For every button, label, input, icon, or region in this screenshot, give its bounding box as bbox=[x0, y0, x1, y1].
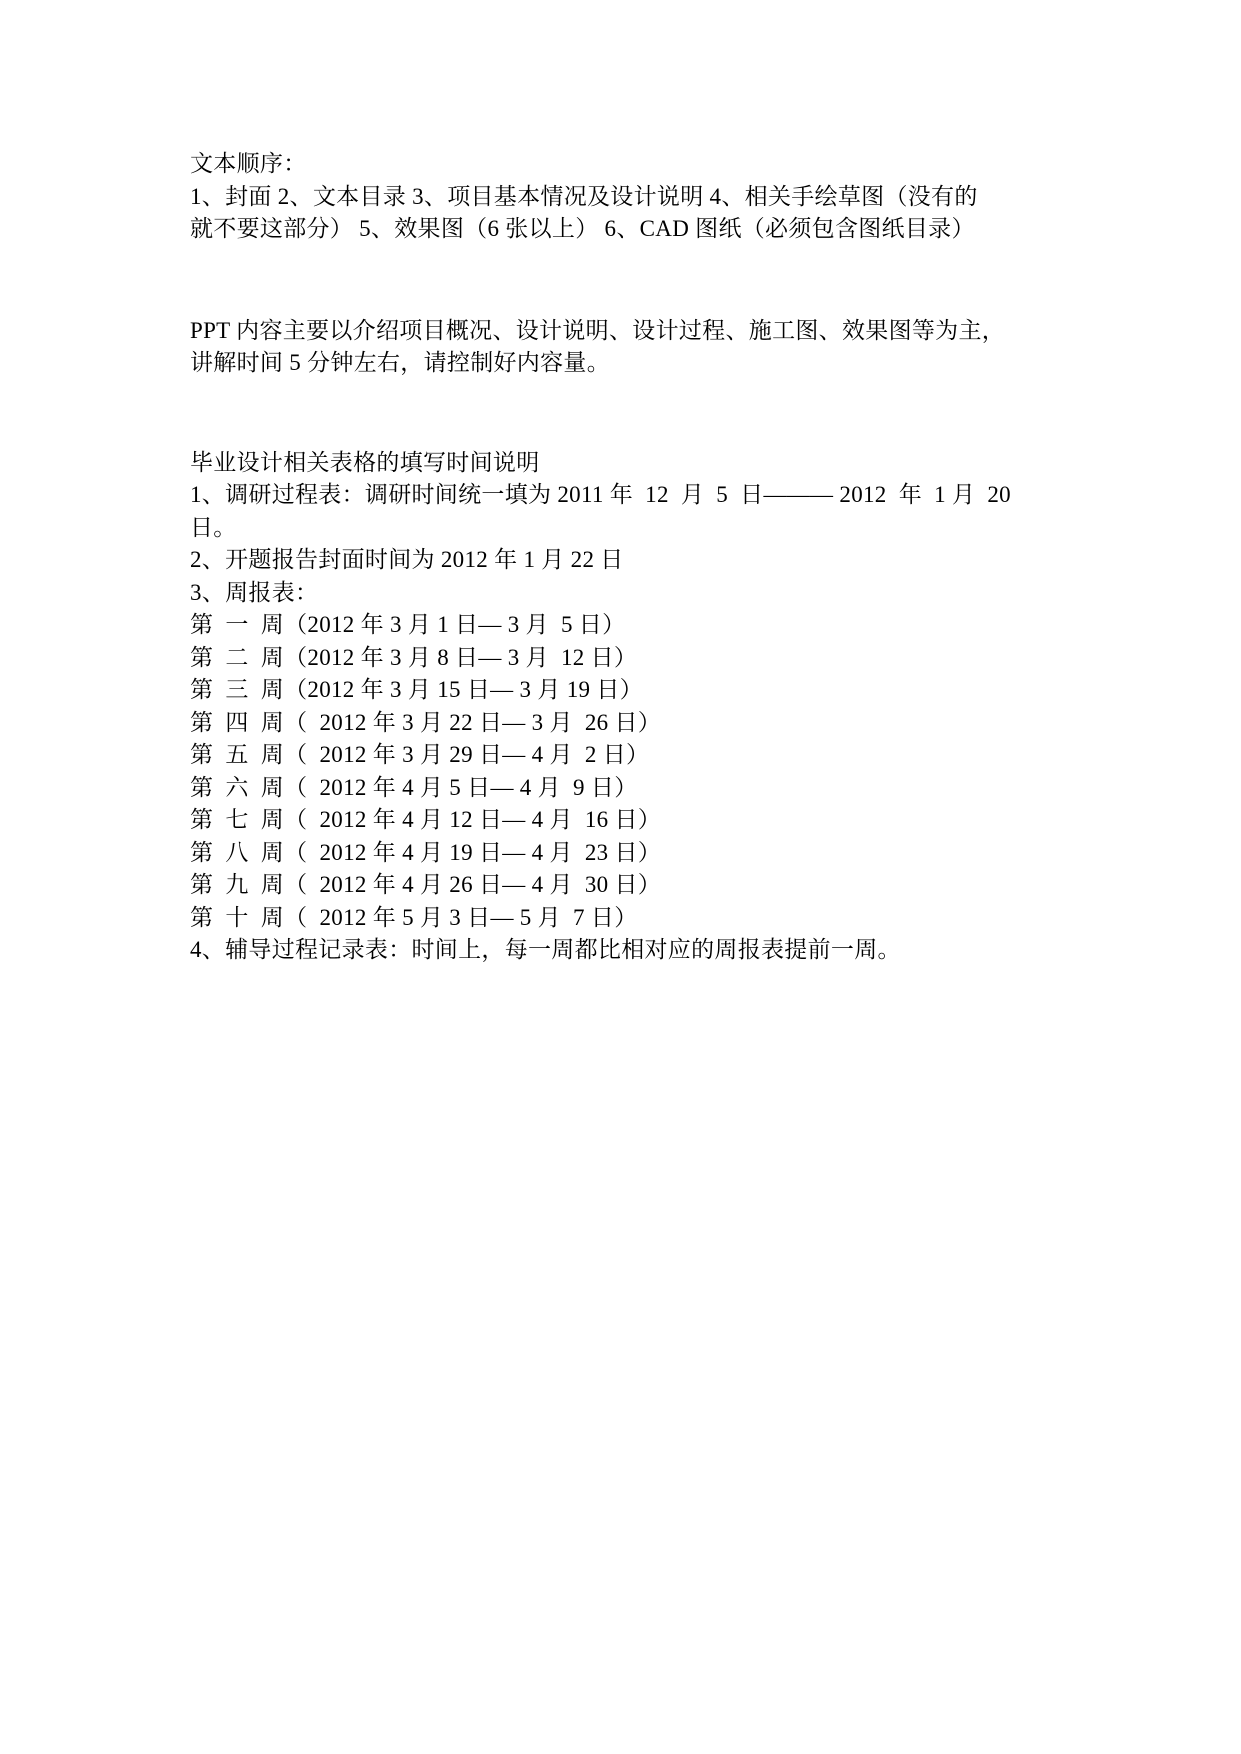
week-item: 第 七 周（ 2012 年 4 月 12 日— 4 月 16 日） bbox=[190, 807, 662, 832]
text-order-heading: 文本顺序： bbox=[190, 151, 307, 176]
text-order-section bbox=[190, 148, 1070, 246]
week-item: 第 十 周（ 2012 年 5 月 3 日— 5 月 7 日） bbox=[190, 904, 638, 930]
week-item: 第 三 周（2012 年 3 月 15 日— 3 月 19 日） bbox=[190, 677, 643, 702]
week-item: 第 九 周（ 2012 年 4 月 26 日— 4 月 30 日） bbox=[190, 872, 662, 897]
text-order-line-1: 1、封面 2、文本目录 3、项目基本情况及设计说明 4、相关手绘草图（没有的 bbox=[190, 183, 978, 209]
text-order-line-2: 就不要这部分） 5、效果图（6 张以上） 6、CAD 图纸（必须包含图纸目录） bbox=[190, 216, 975, 241]
week-item: 第 五 周（ 2012 年 3 月 29 日— 4 月 2 日） bbox=[190, 742, 650, 767]
document-body bbox=[190, 148, 1070, 967]
week-item: 第 六 周（ 2012 年 4 月 5 日— 4 月 9 日） bbox=[190, 774, 638, 800]
ppt-line-2: 讲解时间 5 分钟左右，请控制好内容量。 bbox=[190, 350, 610, 375]
ppt-line-1: PPT 内容主要以介绍项目概况、设计说明、设计过程、施工图、效果图等为主， bbox=[190, 317, 1006, 343]
proposal-cover-line: 2、开题报告封面时间为 2012 年 1 月 22 日 bbox=[190, 547, 624, 572]
form-time-section bbox=[190, 447, 1070, 967]
week-item: 第 四 周（ 2012 年 3 月 22 日— 3 月 26 日） bbox=[190, 709, 662, 735]
week-item: 第 一 周（2012 年 3 月 1 日— 3 月 5 日） bbox=[190, 612, 626, 637]
research-table-line-2: 日。 bbox=[190, 514, 237, 540]
weekly-list bbox=[190, 609, 1070, 934]
spacer bbox=[190, 246, 1070, 315]
research-table-line-1: 1、调研过程表：调研时间统一填为 2011 年 12 月 5 日——— 2012 年 1 月 20 bbox=[190, 482, 1011, 507]
ppt-section bbox=[190, 315, 1070, 380]
spacer bbox=[190, 380, 1070, 447]
weekly-report-heading: 3、周报表： bbox=[190, 579, 319, 605]
guidance-record-line: 4、辅导过程记录表：时间上，每一周都比相对应的周报表提前一周。 bbox=[190, 937, 901, 962]
form-time-heading: 毕业设计相关表格的填写时间说明 bbox=[190, 449, 540, 475]
week-item: 第 二 周（2012 年 3 月 8 日— 3 月 12 日） bbox=[190, 644, 638, 670]
week-item: 第 八 周（ 2012 年 4 月 19 日— 4 月 23 日） bbox=[190, 839, 662, 865]
